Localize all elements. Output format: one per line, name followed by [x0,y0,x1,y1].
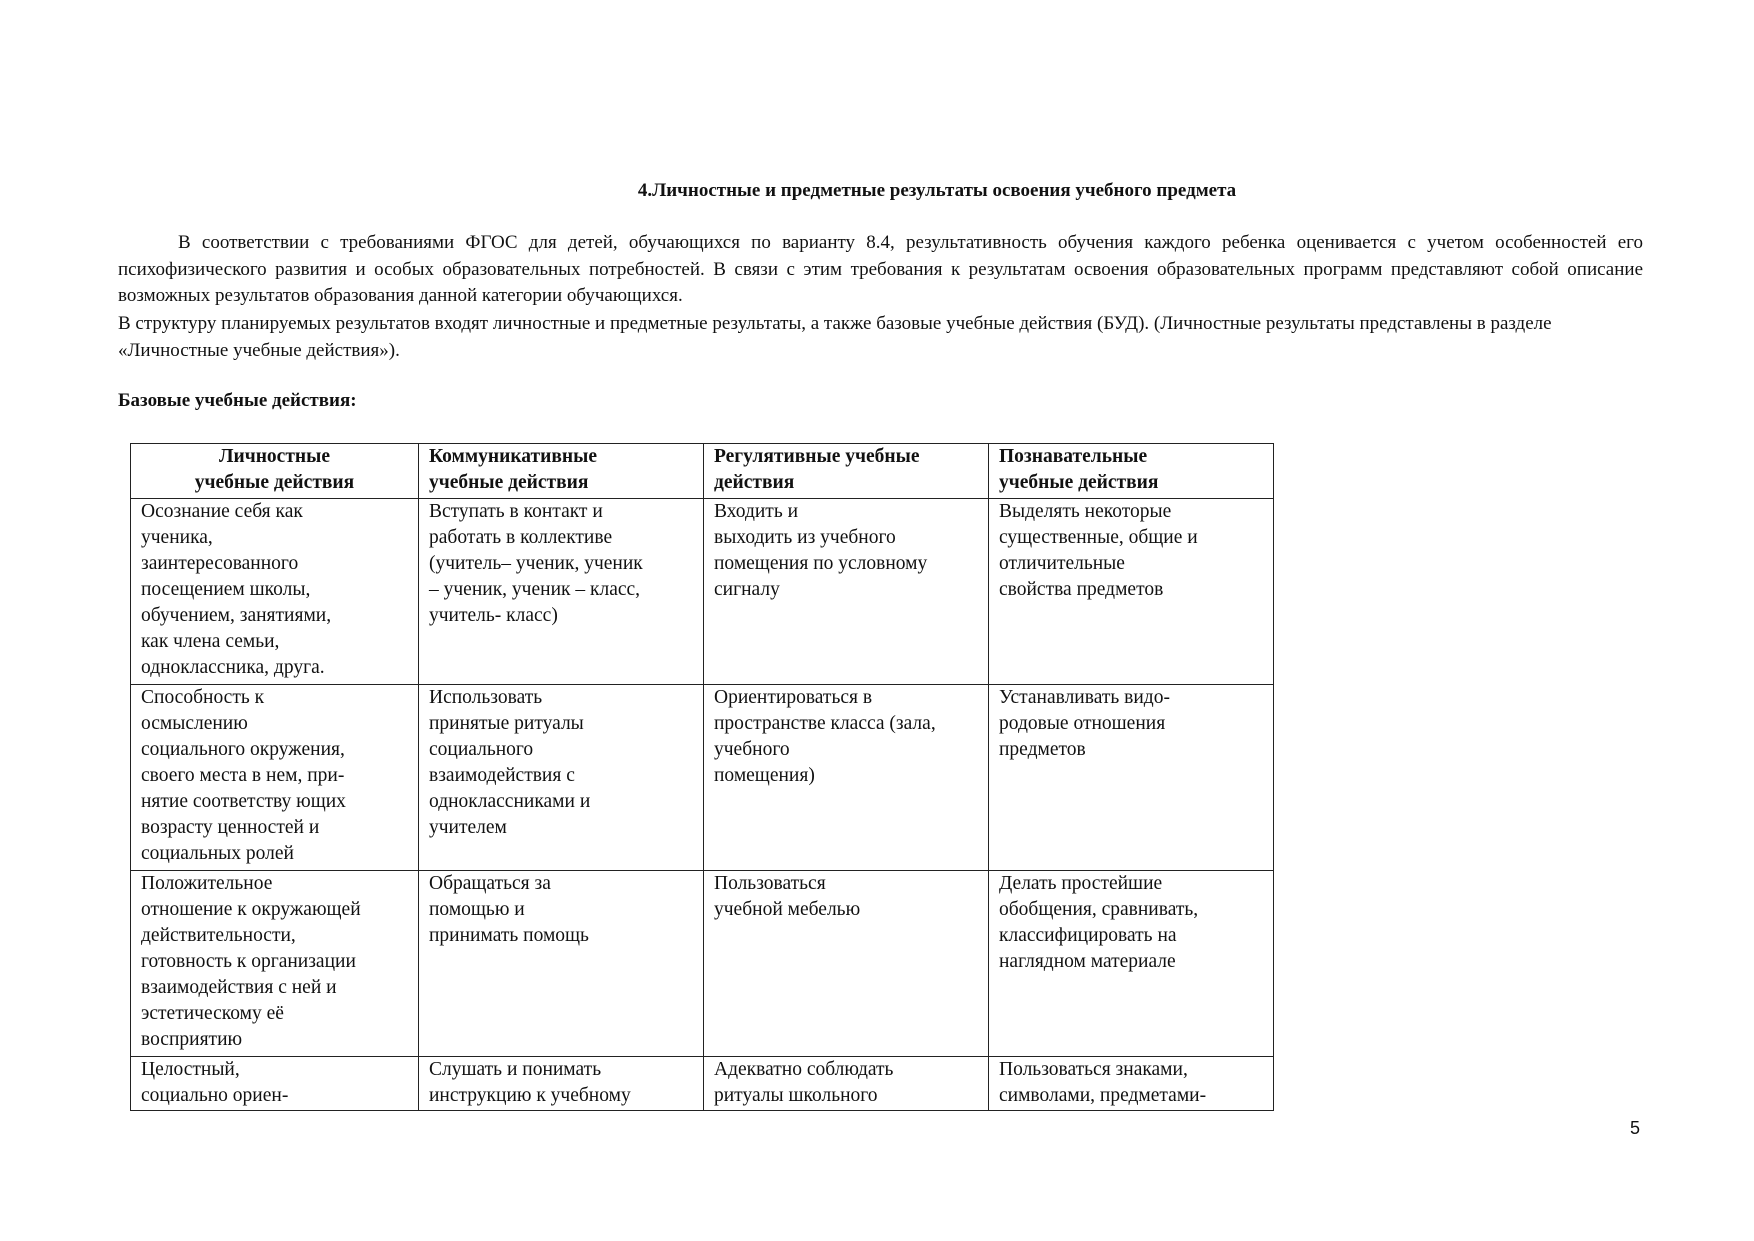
header-communicative: Коммуникативные учебные действия [419,444,704,499]
table-cell: Устанавливать видо- родовые отношения предметов [989,685,1274,871]
bud-table [130,443,1274,1111]
table-cell: Выделять некоторые существенные, общие и отличительные свойства предметов [989,499,1274,685]
page-number: 5 [1630,1118,1641,1138]
table-cell: Вступать в контакт и работать в коллективе (учитель– ученик, ученик – ученик, ученик – класс, учитель- класс) [419,499,704,685]
table-cell: Входить и выходить из учебного помещения по условному сигналу [704,499,989,685]
table-cell: Адекватно соблюдать ритуалы школьного [704,1057,989,1111]
table-row [131,499,1274,685]
table-row [131,871,1274,1057]
intro-paragraph: В соответствии с требованиями ФГОС для детей, обучающихся по варианту 8.4, результативность обучения каждого ребенка оценивается с учетом особенностей его психофизического развития и особых образовательных потребностей. В связи с этим требования к результатам освоения образовательных программ представляют собой описание возможных результатов образования данной категории обучающихся. [118,232,1643,306]
table-cell: Ориентироваться в пространстве класса (зала, учебного помещения) [704,685,989,871]
table-cell: Осознание себя как ученика, заинтересованного посещением школы, обучением, занятиями, как члена семьи, одноклассника, друга. [131,499,419,685]
header-regulative: Регулятивные учебные действия [704,444,989,499]
table-cell: Способность к осмыслению социального окружения, своего места в нем, при- нятие соответству ющих возрасту ценностей и социальных ролей [131,685,419,871]
table-cell: Пользоваться знаками, символами, предметами- [989,1057,1274,1111]
table-cell: Использовать принятые ритуалы социального взаимодействия с одноклассниками и учителем [419,685,704,871]
section-title: 4.Личностные и предметные результаты освоения учебного предмета [637,180,1237,201]
table-cell: Слушать и понимать инструкцию к учебному [419,1057,704,1111]
table-cell: Пользоваться учебной мебелью [704,871,989,1057]
table-cell: Положительное отношение к окружающей действительности, готовность к организации взаимодействия с ней и эстетическому её восприятию [131,871,419,1057]
table-cell: Целостный, социально ориен- [131,1057,419,1111]
table-row [131,685,1274,871]
subheading: Базовые учебные действия: [118,390,357,411]
table-cell: Обращаться за помощью и принимать помощь [419,871,704,1057]
header-personal: Личностные учебные действия [131,444,419,499]
table-cell: Делать простейшие обобщения, сравнивать, классифицировать на наглядном материале [989,871,1274,1057]
structure-paragraph: В структуру планируемых результатов входят личностные и предметные результаты, а также базовые учебные действия (БУД). (Личностные результаты представлены в разделе «Личностные учебные действия»). [118,313,1552,361]
table-header-row [131,444,1274,499]
table-row [131,1057,1274,1111]
header-cognitive: Познавательные учебные действия [989,444,1274,499]
